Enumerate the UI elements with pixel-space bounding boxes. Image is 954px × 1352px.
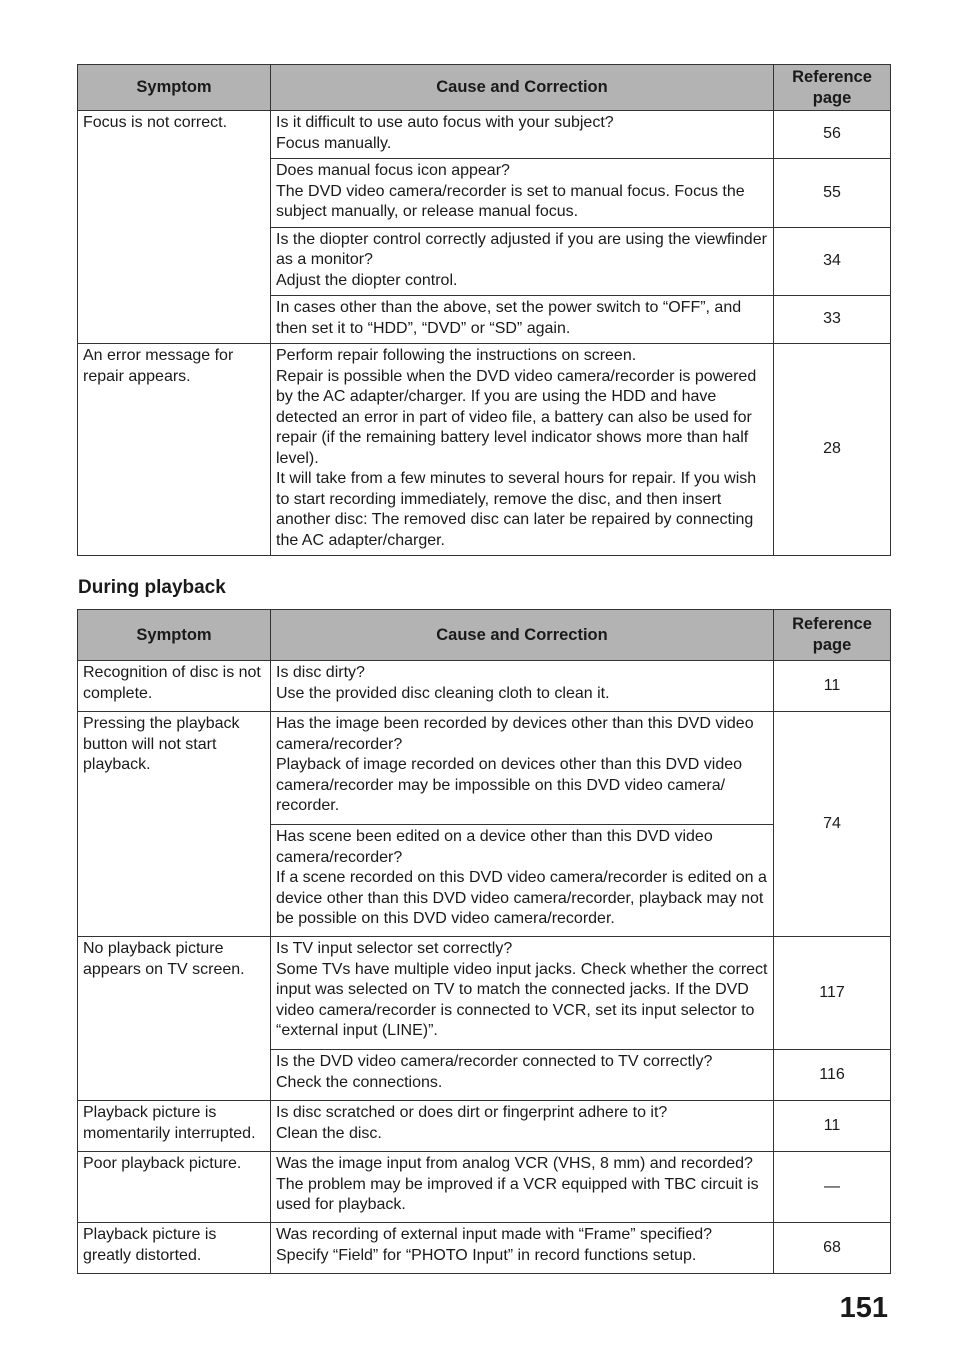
table-header-row — [78, 610, 891, 661]
page-number: 151 — [839, 1292, 888, 1324]
cause-question: Was the image input from analog VCR (VHS, 8 mm) and recorded? — [276, 1155, 753, 1172]
cause-question: Is disc dirty? — [276, 664, 365, 681]
cause-correction: Clean the disc. — [276, 1124, 382, 1142]
cause-cell — [271, 825, 774, 937]
reference-page-cell: 117 — [774, 937, 891, 1050]
symptom-cell: Playback picture is greatly distorted. — [78, 1223, 271, 1274]
cause-correction: Adjust the diopter control. — [276, 271, 458, 289]
symptom-cell: Poor playback picture. — [78, 1152, 271, 1223]
table-header-row — [78, 65, 891, 111]
cause-cell — [271, 712, 774, 825]
cause-correction: Check the connections. — [276, 1073, 443, 1091]
table-row — [78, 344, 891, 556]
symptom-cell: An error message for repair appears. — [78, 344, 271, 556]
table-row — [78, 712, 891, 825]
cause-question: Is TV input selector set correctly? — [276, 940, 513, 957]
table-row — [78, 1101, 891, 1152]
header-reference-page: Reference page — [774, 610, 891, 661]
symptom-cell: No playback picture appears on TV screen. — [78, 937, 271, 1101]
cause-question: Perform repair following the instructions on screen. — [276, 347, 637, 364]
cause-cell — [271, 159, 774, 228]
table-row — [78, 1152, 891, 1223]
cause-correction: Repair is possible when the DVD video camera/recorder is powered by the AC adapter/charger. If you are using the HDD and have detected an error in part of video file, a battery can also be used for repair (if the remaining battery level indicator shows more than half level). — [276, 367, 757, 467]
cause-cell — [271, 937, 774, 1050]
cause-question: Is it difficult to use auto focus with your subject? — [276, 114, 614, 131]
header-cause-correction: Cause and Correction — [271, 65, 774, 111]
reference-page-cell: 33 — [774, 296, 891, 344]
reference-page-cell: — — [774, 1152, 891, 1223]
cause-correction: Some TVs have multiple video input jacks. Check whether the correct input was selected on TV to match the connected jacks. If the DVD video camera/recorder is connected to VCR, set its input selector to “external input (LINE)”. — [276, 960, 768, 1039]
table-row — [78, 111, 891, 159]
header-reference-page: Reference page — [774, 65, 891, 111]
reference-page-cell: 28 — [774, 344, 891, 556]
cause-cell — [271, 344, 774, 556]
cause-question: Was recording of external input made with “Frame” specified? — [276, 1226, 713, 1243]
troubleshooting-table-recording — [77, 64, 891, 556]
symptom-cell: Playback picture is momentarily interrupted. — [78, 1101, 271, 1152]
cause-correction: The problem may be improved if a VCR equipped with TBC circuit is used for playback. — [276, 1175, 759, 1213]
section-heading-during-playback: During playback — [78, 577, 226, 598]
symptom-cell: Recognition of disc is not complete. — [78, 661, 271, 712]
cause-question: Is the diopter control correctly adjusted if you are using the viewfinder as a monitor? — [276, 230, 767, 268]
reference-page-cell: 34 — [774, 227, 891, 296]
symptom-cell: Pressing the playback button will not start playback. — [78, 712, 271, 937]
cause-question: Is the DVD video camera/recorder connected to TV correctly? — [276, 1053, 713, 1070]
cause-question: Is disc scratched or does dirt or fingerprint adhere to it? — [276, 1104, 668, 1121]
cause-correction: Playback of image recorded on devices other than this DVD video camera/recorder may be impossible on this DVD video camera/ recorder. — [276, 756, 743, 814]
table-row — [78, 937, 891, 1050]
reference-page-cell: 55 — [774, 159, 891, 228]
reference-page-cell: 11 — [774, 661, 891, 712]
reference-page-cell: 116 — [774, 1050, 891, 1101]
cause-correction: It will take from a few minutes to several hours for repair. If you wish to start recording immediately, remove the disc, and then insert another disc: The removed disc can later be repaired by connecting the AC adapter/charger. — [276, 470, 757, 549]
cause-correction: In cases other than the above, set the power switch to “OFF”, and then set it to “HDD”, “DVD” or “SD” again. — [276, 299, 742, 337]
table-row — [78, 1223, 891, 1274]
reference-page-cell: 74 — [774, 712, 891, 937]
cause-correction: Specify “Field” for “PHOTO Input” in record functions setup. — [276, 1246, 697, 1264]
cause-cell — [271, 1152, 774, 1223]
header-symptom: Symptom — [78, 65, 271, 111]
reference-page-cell: 68 — [774, 1223, 891, 1274]
cause-cell — [271, 111, 774, 159]
cause-cell — [271, 1223, 774, 1274]
cause-cell — [271, 227, 774, 296]
cause-correction: The DVD video camera/recorder is set to manual focus. Focus the subject manually, or release manual focus. — [276, 182, 745, 220]
reference-page-cell: 56 — [774, 111, 891, 159]
cause-cell — [271, 1101, 774, 1152]
cause-question: Has scene been edited on a device other than this DVD video camera/recorder? — [276, 828, 713, 866]
troubleshooting-table-playback — [77, 609, 891, 1274]
cause-correction: Use the provided disc cleaning cloth to clean it. — [276, 684, 610, 702]
reference-page-cell: 11 — [774, 1101, 891, 1152]
cause-cell — [271, 1050, 774, 1101]
symptom-cell: Focus is not correct. — [78, 111, 271, 344]
cause-cell — [271, 296, 774, 344]
cause-question: Has the image been recorded by devices other than this DVD video camera/recorder? — [276, 715, 754, 753]
cause-question: Does manual focus icon appear? — [276, 162, 510, 179]
cause-correction: Focus manually. — [276, 134, 392, 152]
table-row — [78, 661, 891, 712]
header-symptom: Symptom — [78, 610, 271, 661]
cause-correction: If a scene recorded on this DVD video camera/recorder is edited on a device other than this DVD video camera/recorder, playback may not be possible on this DVD video camera/recorder. — [276, 869, 767, 927]
header-cause-correction: Cause and Correction — [271, 610, 774, 661]
cause-cell — [271, 661, 774, 712]
